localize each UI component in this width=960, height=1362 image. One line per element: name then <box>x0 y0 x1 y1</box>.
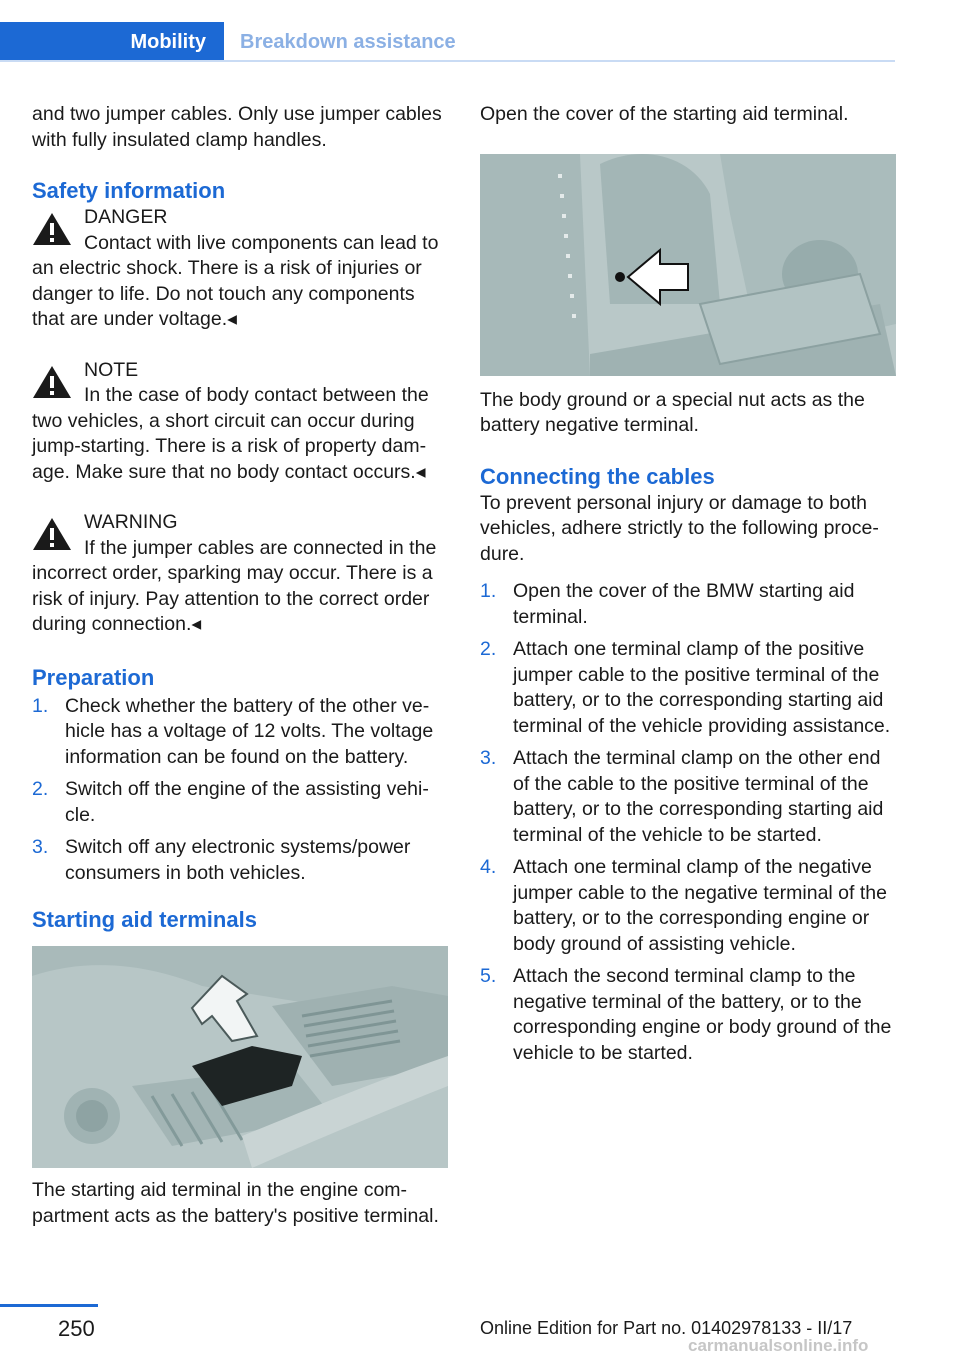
preparation-steps <box>32 694 448 887</box>
terminal-caption: The starting aid terminal in the engine compartment acts as the battery's positive terminal. <box>32 1179 439 1227</box>
page-header <box>0 0 960 64</box>
intro-paragraph: and two jumper cables. Only use jumper cables with fully insulated clamp handles. <box>32 103 442 151</box>
list-item: 4. Attach one terminal clamp of the negative jumper cable to the negative terminal of the battery, or to the corresponding engine or body ground of assisting vehicle. <box>480 856 887 955</box>
note-text: In the case of body contact between the two vehicles, a short circuit can occur during jump-starting. There is a risk of property damage. Make sure that no body contact occurs.◂ <box>32 384 429 483</box>
list-item: 5. Attach the second terminal clamp to the negative terminal of the battery, or to the corresponding engine or body ground of the vehicle to be started. <box>480 965 892 1064</box>
terminal-cover-illustration <box>32 946 448 1168</box>
connecting-steps <box>480 579 896 1066</box>
list-item: 2. Attach one terminal clamp of the positive jumper cable to the positive terminal of the battery, or to the corresponding starting aid terminal of the vehicle providing assistance. <box>480 638 891 737</box>
open-cover-text: Open the cover of the starting aid terminal. <box>480 103 849 125</box>
warning-text: If the jumper cables are connected in the incorrect order, sparking may occur. There is a risk of injury. Pay attention to the correct order during connection.◂ <box>32 536 437 635</box>
warning-block <box>32 510 448 638</box>
footer-divider <box>0 1304 98 1307</box>
list-item: 1. Check whether the battery of the other vehicle has a voltage of 12 volts. The voltage information can be found on the battery. <box>32 694 434 768</box>
warning-title: WARNING <box>84 511 178 533</box>
page-number: 250 <box>58 1316 95 1341</box>
note-block <box>32 358 448 486</box>
safety-heading: Safety information <box>32 178 226 203</box>
ground-terminal-illustration <box>480 154 896 376</box>
header-divider <box>0 60 895 62</box>
left-column <box>32 102 448 1229</box>
right-column <box>480 102 896 1073</box>
edition-text: Online Edition for Part no. 01402978133 - II/17 <box>480 1318 853 1338</box>
warning-triangle-icon <box>32 211 72 247</box>
warning-triangle-icon <box>32 516 72 552</box>
tab-breakdown-assistance[interactable]: Breakdown assistance <box>240 30 456 53</box>
preparation-heading: Preparation <box>32 664 155 690</box>
connecting-intro: To prevent personal injury or damage to both vehicles, adhere strictly to the following procedure. <box>480 491 879 565</box>
watermark: carmanualsonline.info <box>688 1336 869 1355</box>
list-item: 3. Attach the terminal clamp on the other end of the cable to the positive terminal of the battery, or to the corresponding starting aid terminal of the vehicle to be started. <box>480 747 884 846</box>
terminals-heading: Starting aid terminals <box>32 907 257 932</box>
engine-compartment-photo <box>32 946 448 1168</box>
connecting-heading: Connecting the cables <box>480 463 715 489</box>
list-item: 3. Switch off any electronic systems/power consumers in both vehicles. <box>32 836 411 884</box>
ground-nut-photo <box>480 154 896 376</box>
note-title: NOTE <box>84 358 139 381</box>
ground-text: The body ground or a special nut acts as the battery negative terminal. <box>480 388 865 436</box>
list-item: 1. Open the cover of the BMW starting aid terminal. <box>480 580 855 628</box>
danger-text: Contact with live components can lead to an electric shock. There is a risk of injuries or danger to life. Do not touch any components that are under voltage.◂ <box>32 231 439 330</box>
warning-triangle-icon <box>32 364 72 400</box>
danger-title: DANGER <box>84 206 168 228</box>
tab-mobility[interactable]: Mobility <box>0 22 224 62</box>
danger-block <box>32 205 448 333</box>
list-item: 2. Switch off the engine of the assisting vehicle. <box>32 778 429 826</box>
